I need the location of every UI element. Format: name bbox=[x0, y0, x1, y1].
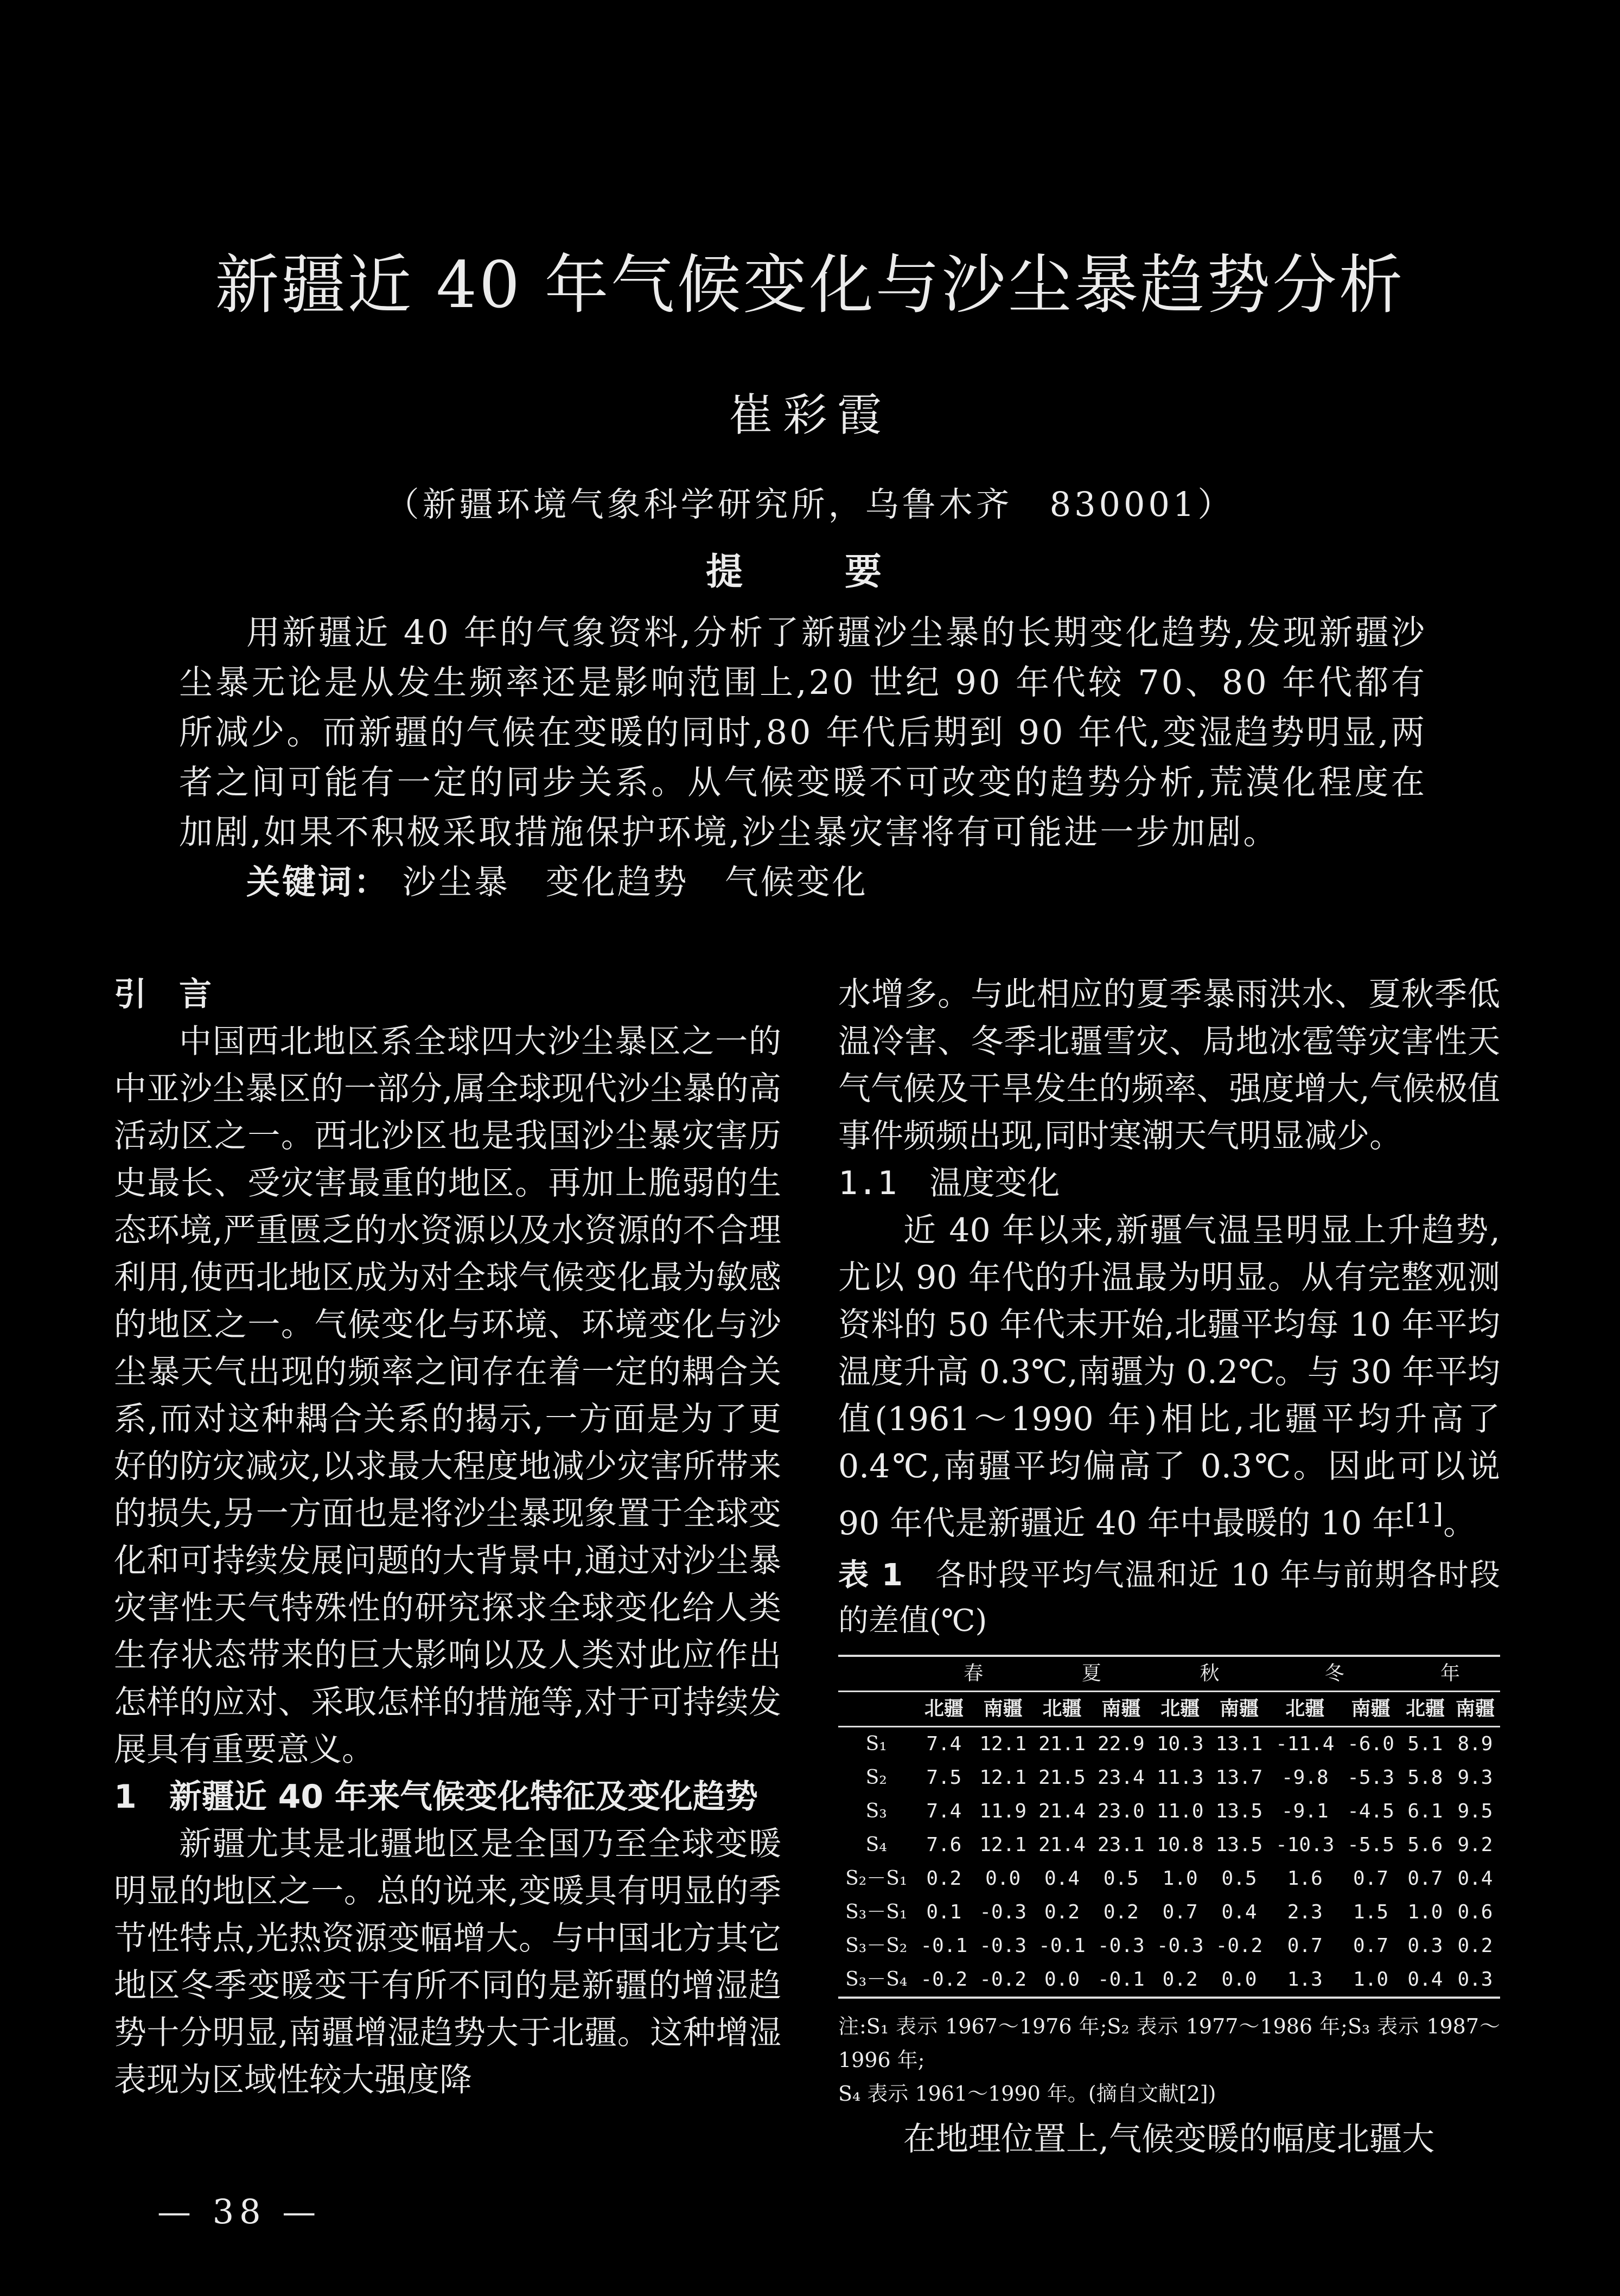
table-cell: -5.3 bbox=[1347, 1766, 1394, 1789]
table-cell: 7.4 bbox=[926, 1733, 962, 1755]
table-cell: 1.0 bbox=[1341, 1963, 1400, 1998]
table-cell: -0.3 bbox=[979, 1935, 1027, 1957]
table-cell: 0.7 bbox=[1353, 1935, 1389, 1957]
table-cell: 21.4 bbox=[1038, 1834, 1086, 1856]
author-affiliation: （新疆环境气象科学研究所，乌鲁木齐 830001） bbox=[385, 484, 1235, 524]
region-header: 南疆 bbox=[1092, 1692, 1151, 1727]
table-cell: 0.5 bbox=[1221, 1867, 1257, 1890]
table-cell: -0.1 bbox=[1038, 1935, 1086, 1957]
table-cell: 11.0 bbox=[1156, 1800, 1204, 1822]
table-cell: 0.5 bbox=[1103, 1867, 1139, 1890]
region-header: 南疆 bbox=[973, 1692, 1032, 1727]
table-cell: -6.0 bbox=[1347, 1733, 1394, 1755]
season-header: 冬 bbox=[1268, 1656, 1400, 1692]
table-cell: 0.2 bbox=[1457, 1935, 1493, 1957]
table-cell: 1.5 bbox=[1353, 1901, 1389, 1923]
abstract-heading: 提 要 bbox=[705, 551, 914, 594]
table-cell: -0.3 bbox=[1097, 1935, 1145, 1957]
keywords-label: 关键词： bbox=[246, 862, 390, 902]
table-row bbox=[838, 1929, 1500, 1963]
table-cell: 7.6 bbox=[926, 1834, 962, 1856]
table-cell: 21.4 bbox=[1038, 1800, 1086, 1822]
table-cell: 12.1 bbox=[979, 1766, 1027, 1789]
table-cell: -0.2 bbox=[973, 1963, 1032, 1998]
table-cell: 0.7 bbox=[1407, 1867, 1443, 1890]
subsection-1-1-end: 。 bbox=[1443, 1504, 1476, 1542]
table-caption-text: 各时段平均气温和近 10 年与前期各时段的差值(℃) bbox=[838, 1558, 1501, 1638]
row-label: S₃－S₄ bbox=[838, 1963, 914, 1998]
table-cell: 0.2 bbox=[926, 1867, 962, 1890]
table-cell: 22.9 bbox=[1097, 1733, 1145, 1755]
table-cell: 0.4 bbox=[1044, 1867, 1080, 1890]
table-cell: 0.2 bbox=[1103, 1901, 1139, 1923]
table-cell: 23.0 bbox=[1097, 1800, 1145, 1822]
table-cell: 10.8 bbox=[1156, 1834, 1204, 1856]
season-header: 夏 bbox=[1032, 1656, 1151, 1692]
table-cell: 12.1 bbox=[979, 1733, 1027, 1755]
section-1-continued: 水增多。与此相应的夏季暴雨洪水、夏秋季低温冷害、冬季北疆雪灾、局地冰雹等灾害性天气气候及干旱发生的频率、强度增大,气候极值事件频频出现,同时寒潮天气明显减少。 bbox=[838, 975, 1500, 1155]
region-header: 南疆 bbox=[1341, 1692, 1400, 1727]
table-cell: -9.8 bbox=[1281, 1766, 1329, 1789]
table-cell: -0.3 bbox=[1156, 1935, 1204, 1957]
table-cell: 9.2 bbox=[1457, 1834, 1493, 1856]
table-cell: 0.4 bbox=[1221, 1901, 1257, 1923]
table-cell: 0.3 bbox=[1450, 1963, 1500, 1998]
table-cell: -4.5 bbox=[1347, 1800, 1394, 1822]
table-row bbox=[838, 1963, 1500, 1998]
table-cell: -0.2 bbox=[1215, 1935, 1263, 1957]
table-row bbox=[838, 1727, 1500, 1762]
table-cell: 6.1 bbox=[1407, 1800, 1443, 1822]
table-region-header bbox=[838, 1692, 1500, 1727]
table-cell: -9.1 bbox=[1281, 1800, 1329, 1822]
table-cell: 0.1 bbox=[926, 1901, 962, 1923]
region-header: 南疆 bbox=[1210, 1692, 1269, 1727]
table-cell: 21.5 bbox=[1038, 1766, 1086, 1789]
table-row bbox=[838, 1761, 1500, 1795]
table-cell: -0.2 bbox=[914, 1963, 973, 1998]
subsection-1-1-text: 近 40 年以来,新疆气温呈明显上升趋势,尤以 90 年代的升温最为明显。从有完整观测资料的 50 年代末开始,北疆平均每 10 年平均温度升高 0.3℃,南疆为 0.2℃。与 30 年平均值(1961～1990 年)相比,北疆平均升高了 0.4℃,南疆平均偏高了 0.3℃。因此可以说 90 年代是新疆近 40 年中最暖的 10 年 bbox=[838, 1211, 1500, 1542]
table-cell: 1.3 bbox=[1268, 1963, 1341, 1998]
citation-ref: [1] bbox=[1405, 1498, 1444, 1529]
table-cell: 0.7 bbox=[1287, 1935, 1323, 1957]
table-cell: 0.0 bbox=[1032, 1963, 1092, 1998]
temperature-table bbox=[838, 1655, 1500, 1999]
table-cell: 9.3 bbox=[1457, 1766, 1493, 1789]
abstract-text: 用新疆近 40 年的气象资料,分析了新疆沙尘暴的长期变化趋势,发现新疆沙尘暴无论是从发生频率还是影响范围上,20 世纪 90 年代较 70、80 年代都有所减少。而新疆的气候在变暖的同时,80 年代后期到 90 年代,变湿趋势明显,两者之间可能有一定的同步关系。从气候变暖不可改变的趋势分析,荒漠化程度在加剧,如果不积极采取措施保护环境,沙尘暴灾害将有可能进一步加剧。 bbox=[179, 613, 1427, 852]
table-row bbox=[838, 1896, 1500, 1929]
table-corner bbox=[838, 1656, 914, 1692]
row-label: S₃－S₁ bbox=[845, 1901, 908, 1923]
season-header: 春 bbox=[914, 1656, 1032, 1692]
table-cell: 13.5 bbox=[1215, 1800, 1263, 1822]
table-cell: 23.4 bbox=[1097, 1766, 1145, 1789]
table-cell: 12.1 bbox=[979, 1834, 1027, 1856]
table-cell: 13.1 bbox=[1215, 1733, 1263, 1755]
subsection-1-1-heading bbox=[838, 1160, 1500, 1207]
region-header: 北疆 bbox=[1151, 1692, 1210, 1727]
table-note-line-1: 注:S₁ 表示 1967～1976 年;S₂ 表示 1977～1986 年;S₃ 表示 1987～1996 年; bbox=[838, 2014, 1500, 2072]
table-cell: -5.5 bbox=[1347, 1834, 1394, 1856]
table-cell: 0.7 bbox=[1162, 1901, 1198, 1923]
region-header: 南疆 bbox=[1450, 1692, 1500, 1727]
author-name: 崔彩霞 bbox=[728, 390, 891, 441]
table-row bbox=[838, 1862, 1500, 1896]
table-caption bbox=[838, 1553, 1500, 1644]
table-cell: 0.4 bbox=[1400, 1963, 1450, 1998]
table-cell: 21.1 bbox=[1038, 1733, 1086, 1755]
table-cell: 1.6 bbox=[1287, 1867, 1323, 1890]
table-cell: 5.8 bbox=[1407, 1766, 1443, 1789]
row-label: S₄ bbox=[865, 1834, 887, 1856]
table-cell: 0.7 bbox=[1353, 1867, 1389, 1890]
table-cell: 1.0 bbox=[1407, 1901, 1443, 1923]
table-row bbox=[838, 1795, 1500, 1828]
table-cell: 0.0 bbox=[1210, 1963, 1269, 1998]
table-cell: 2.3 bbox=[1287, 1901, 1323, 1923]
row-label: S₁ bbox=[865, 1733, 887, 1755]
table-cell: 0.0 bbox=[985, 1867, 1021, 1890]
section-1-heading: 1 新疆近 40 年来气候变化特征及变化趋势 bbox=[114, 1778, 758, 1816]
subsection-number: 1.1 bbox=[838, 1164, 897, 1202]
page-number: — 38 — bbox=[157, 2192, 322, 2231]
table-note-line-2: S₄ 表示 1961～1990 年。(摘自文献[2]) bbox=[838, 2082, 1216, 2106]
table-cell: 0.4 bbox=[1457, 1867, 1493, 1890]
table-cell: 0.2 bbox=[1044, 1901, 1080, 1923]
section-1-paragraph: 新疆尤其是北疆地区是全国乃至全球变暖明显的地区之一。总的说来,变暖具有明显的季节性特点,光热资源变幅增大。与中国北方其它地区冬季变暖变干有所不同的是新疆的增湿趋势十分明显,南疆增湿趋势大于北疆。这种增湿表现为区域性较大强度降 bbox=[114, 1825, 781, 2099]
row-label: S₃－S₂ bbox=[845, 1935, 908, 1957]
row-label: S₂－S₁ bbox=[845, 1867, 908, 1890]
table-cell: 0.6 bbox=[1457, 1901, 1493, 1923]
region-header: 北疆 bbox=[1268, 1692, 1341, 1727]
intro-heading: 引 言 bbox=[114, 975, 212, 1013]
abstract-section bbox=[179, 608, 1427, 907]
table-cell: 11.9 bbox=[979, 1800, 1027, 1822]
subsection-title: 温度变化 bbox=[929, 1164, 1060, 1202]
subsection-1-1-paragraph bbox=[838, 1207, 1500, 1547]
table-cell: 13.5 bbox=[1215, 1834, 1263, 1856]
season-header: 秋 bbox=[1151, 1656, 1269, 1692]
table-cell: -10.3 bbox=[1275, 1834, 1335, 1856]
table-cell: 11.3 bbox=[1156, 1766, 1204, 1789]
keywords-line bbox=[179, 857, 1427, 907]
table-cell: 13.7 bbox=[1215, 1766, 1263, 1789]
table-cell: -0.3 bbox=[979, 1901, 1027, 1923]
keywords-list: 沙尘暴 变化趋势 气候变化 bbox=[402, 862, 868, 902]
table-row bbox=[838, 1828, 1500, 1862]
table-cell: 5.1 bbox=[1407, 1733, 1443, 1755]
table-cell: 5.6 bbox=[1407, 1834, 1443, 1856]
row-label: S₃ bbox=[865, 1800, 887, 1822]
last-paragraph-start: 在地理位置上,气候变暖的幅度北疆大 bbox=[903, 2120, 1435, 2158]
paper-title: 新疆近 40 年气候变化与沙尘暴趋势分析 bbox=[215, 247, 1405, 322]
table-cell: -0.1 bbox=[920, 1935, 968, 1957]
table-body bbox=[838, 1727, 1500, 1998]
table-cell: 8.9 bbox=[1457, 1733, 1493, 1755]
table-cell: -11.4 bbox=[1275, 1733, 1335, 1755]
table-cell: 23.1 bbox=[1097, 1834, 1145, 1856]
table-cell: 9.5 bbox=[1457, 1800, 1493, 1822]
table-cell: -0.1 bbox=[1092, 1963, 1151, 1998]
region-header: 北疆 bbox=[914, 1692, 973, 1727]
region-header: 北疆 bbox=[1032, 1692, 1092, 1727]
season-header: 年 bbox=[1400, 1656, 1500, 1692]
table-cell: 0.3 bbox=[1407, 1935, 1443, 1957]
table-cell: 7.5 bbox=[926, 1766, 962, 1789]
right-column bbox=[838, 971, 1500, 2163]
region-header: 北疆 bbox=[1400, 1692, 1450, 1727]
table-cell: 10.3 bbox=[1156, 1733, 1204, 1755]
table-label: 表 1 bbox=[838, 1558, 903, 1593]
table-note bbox=[838, 2010, 1500, 2110]
table-cell: 0.2 bbox=[1151, 1963, 1210, 1998]
table-cell: 7.4 bbox=[926, 1800, 962, 1822]
table-cell: 1.0 bbox=[1162, 1867, 1198, 1890]
intro-paragraph: 中国西北地区系全球四大沙尘暴区之一的中亚沙尘暴区的一部分,属全球现代沙尘暴的高活动区之一。西北沙区也是我国沙尘暴灾害历史最长、受灾害最重的地区。再加上脆弱的生态环境,严重匮乏的水资源以及水资源的不合理利用,使西北地区成为对全球气候变化最为敏感的地区之一。气候变化与环境、环境变化与沙尘暴天气出现的频率之间存在着一定的耦合关系,而对这种耦合关系的揭示,一方面是为了更好的防灾减灾,以求最大程度地减少灾害所带来的损失,另一方面也是将沙尘暴现象置于全球变化和可持续发展问题的大背景中,通过对沙尘暴灾害性天气特殊性的研究探求全球变化给人类生存状态带来的巨大影响以及人类对此应作出怎样的应对、采取怎样的措施等,对于可持续发展具有重要意义。 bbox=[114, 1023, 781, 1769]
table-season-header bbox=[838, 1656, 1500, 1692]
left-column bbox=[114, 971, 781, 2104]
row-label: S₂ bbox=[865, 1766, 887, 1789]
table-corner bbox=[838, 1692, 914, 1727]
